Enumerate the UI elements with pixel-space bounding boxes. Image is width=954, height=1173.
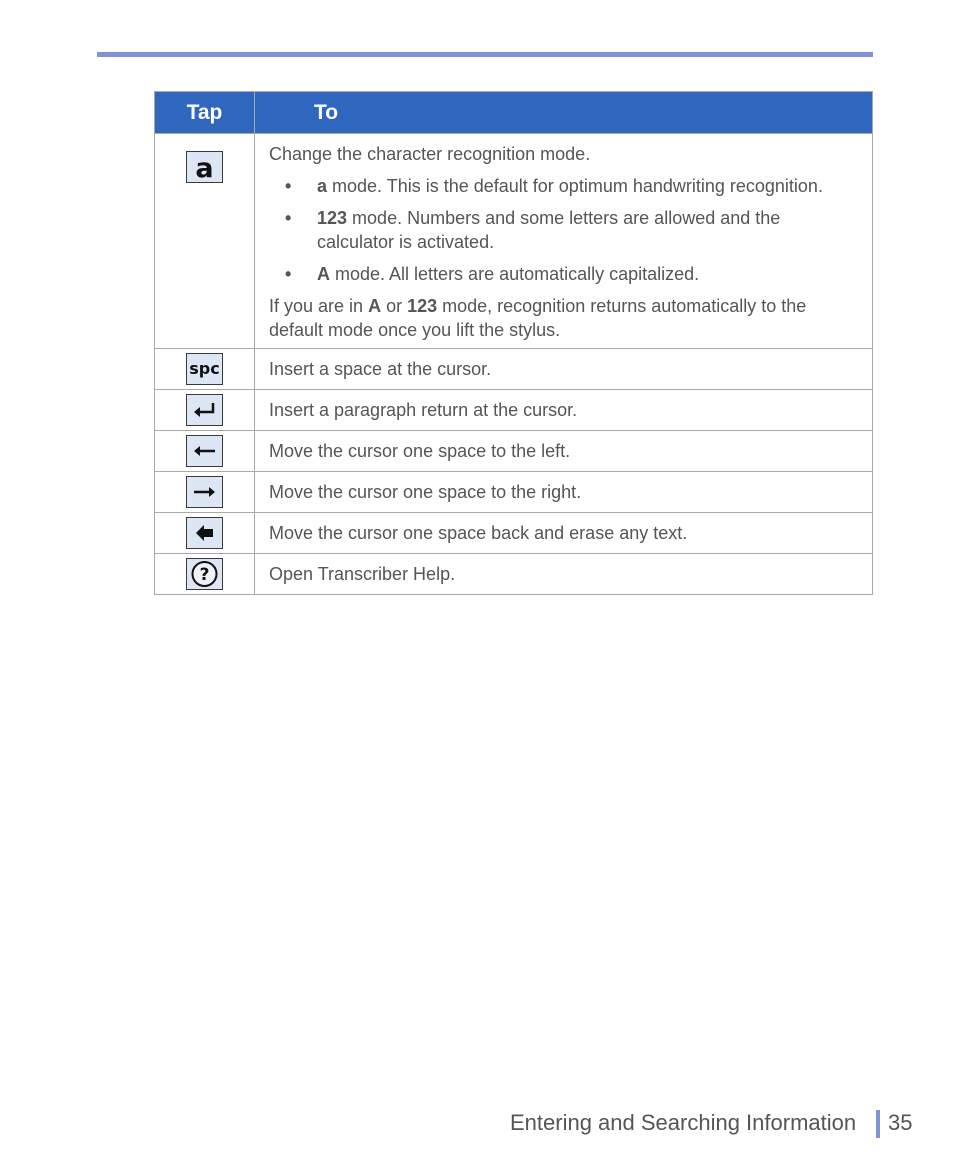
- table-header-row: [155, 92, 873, 134]
- tap-cell: [155, 554, 255, 595]
- mode-name: a: [317, 176, 328, 196]
- bullet-icon: •: [285, 176, 292, 196]
- left-arrow-icon: [186, 435, 223, 467]
- to-cell: Open Transcriber Help.: [255, 554, 873, 595]
- right-arrow-icon: [186, 476, 223, 508]
- note-text: mode, recognition returns automatically to the default mode once you lift the stylus.: [269, 296, 807, 340]
- mode-name: 123: [317, 208, 348, 228]
- backspace-icon: [186, 517, 223, 549]
- mode-name: A: [317, 264, 330, 284]
- mode-text: mode. Numbers and some letters are allowed and the calculator is activated.: [317, 208, 781, 252]
- page-footer: [510, 1108, 916, 1138]
- a-mode-icon: [186, 151, 223, 183]
- table-row: [155, 513, 873, 554]
- note-text: or: [381, 296, 408, 316]
- to-cell: [255, 134, 873, 349]
- to-cell: Insert a space at the cursor.: [255, 349, 873, 390]
- table-row: [155, 349, 873, 390]
- page-number: 35: [888, 1110, 913, 1135]
- transcriber-button-table: [154, 91, 873, 595]
- mode-text: mode. This is the default for optimum handwriting recognition.: [327, 176, 823, 196]
- tap-cell: [155, 431, 255, 472]
- list-item: [269, 262, 862, 286]
- to-cell: Move the cursor one space to the right.: [255, 472, 873, 513]
- table-row: [155, 390, 873, 431]
- table-row: [155, 472, 873, 513]
- header-tap: Tap: [155, 92, 255, 134]
- mode-intro: Change the character recognition mode.: [269, 144, 591, 164]
- mode-text: mode. All letters are automatically capitalized.: [330, 264, 700, 284]
- list-item: [269, 206, 862, 254]
- svg-text:spc: spc: [189, 359, 220, 378]
- table-row: [155, 554, 873, 595]
- section-title: Entering and Searching Information: [510, 1110, 857, 1135]
- space-icon: [186, 353, 223, 385]
- list-item: [269, 174, 862, 198]
- to-cell: Insert a paragraph return at the cursor.: [255, 390, 873, 431]
- footer-divider: [876, 1110, 880, 1138]
- note-bold: 123: [407, 296, 438, 316]
- to-cell: Move the cursor one space to the left.: [255, 431, 873, 472]
- table-row: [155, 134, 873, 349]
- tap-cell: [155, 513, 255, 554]
- header-to: To: [255, 92, 873, 134]
- table-row: [155, 431, 873, 472]
- tap-cell: [155, 472, 255, 513]
- mode-note: [269, 294, 862, 342]
- bullet-icon: •: [285, 208, 292, 228]
- note-bold: A: [368, 296, 382, 316]
- top-rule: [97, 52, 873, 57]
- tap-cell: [155, 390, 255, 431]
- to-cell: Move the cursor one space back and erase any text.: [255, 513, 873, 554]
- help-icon: [186, 558, 223, 590]
- enter-icon: [186, 394, 223, 426]
- tap-cell: [155, 349, 255, 390]
- svg-text:?: ?: [199, 565, 210, 585]
- note-text: If you are in: [269, 296, 369, 316]
- svg-text:a: a: [195, 153, 214, 182]
- tap-cell: [155, 134, 255, 349]
- bullet-icon: •: [285, 264, 292, 284]
- mode-list: [269, 174, 862, 286]
